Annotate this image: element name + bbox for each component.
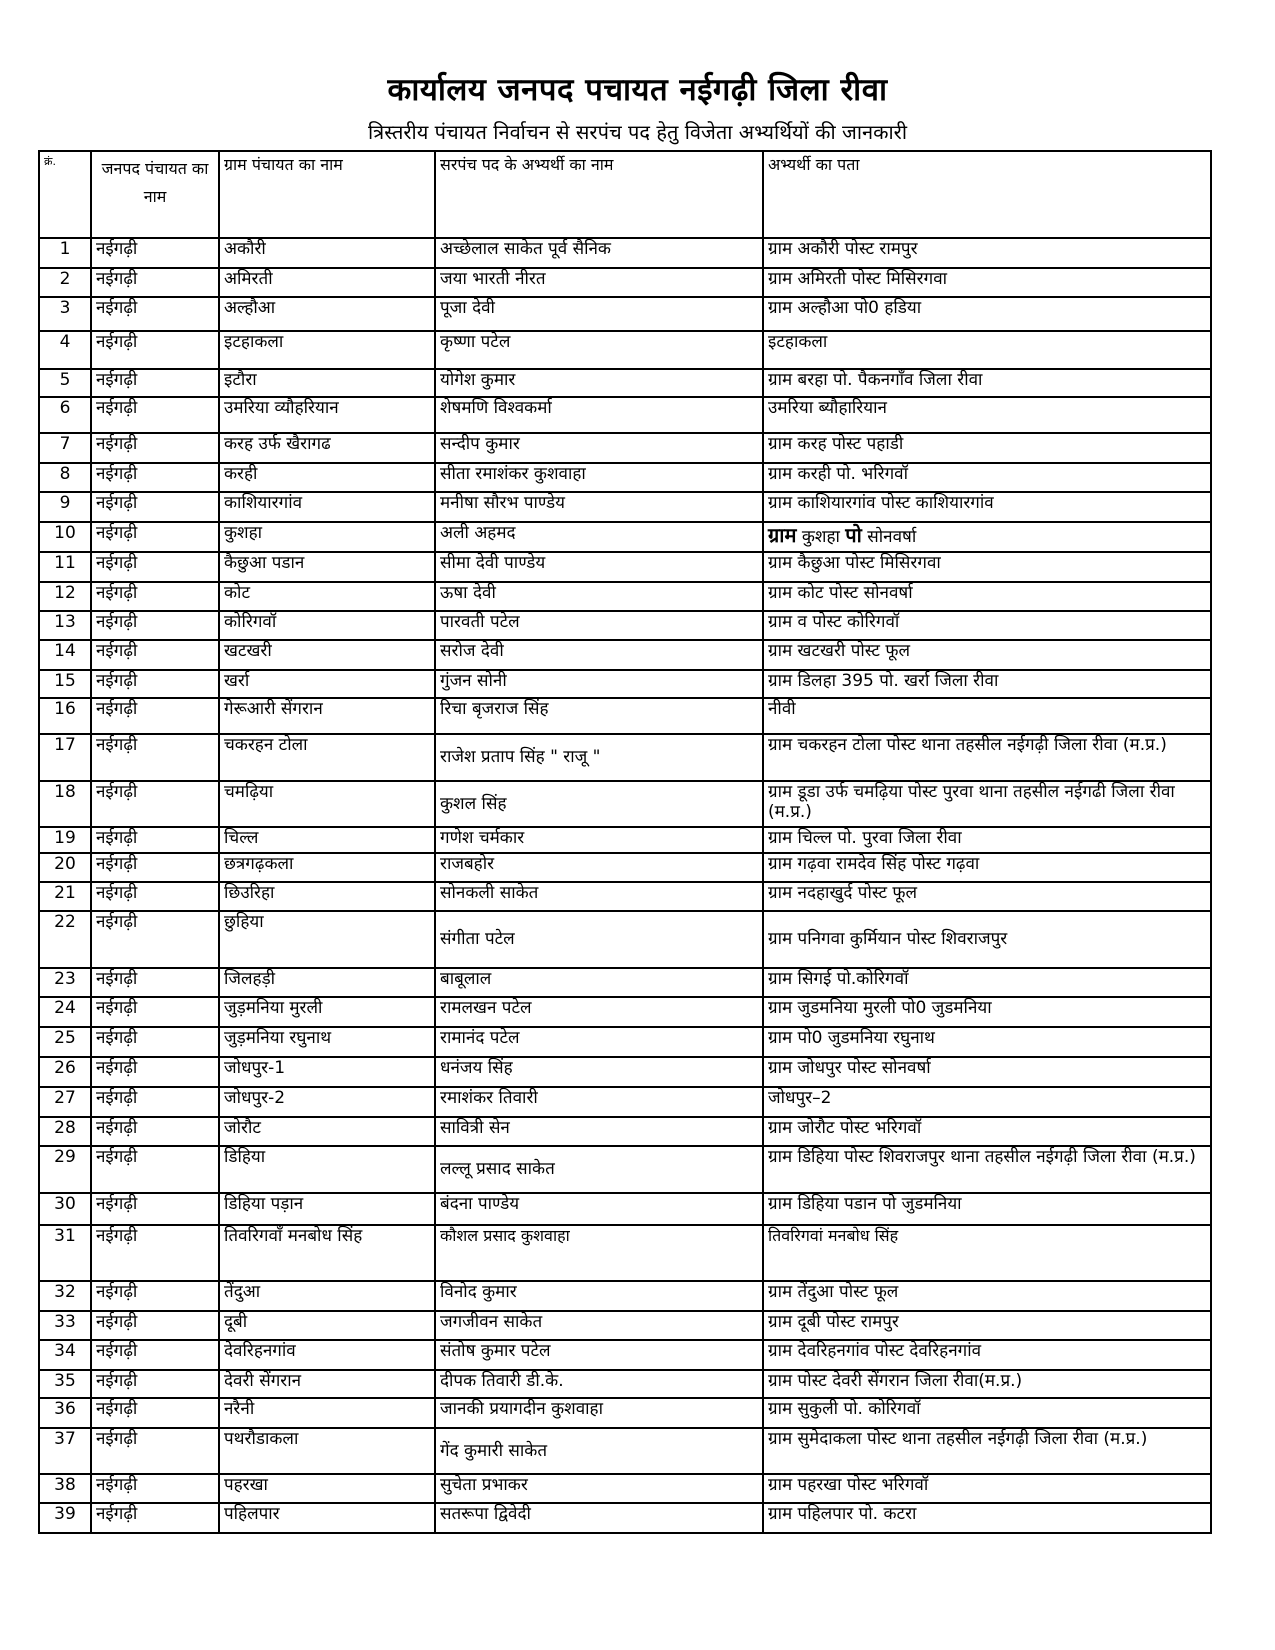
cell-janpad: नईगढ़ी [91, 1057, 219, 1087]
cell-gram: चिल्ल [219, 827, 435, 853]
cell-name: बंदना पाण्डेय [435, 1193, 763, 1225]
cell-name: शेषमणि विश्वकर्मा [435, 397, 763, 433]
cell-serial: 16 [39, 698, 91, 734]
cell-name: गेंद कुमारी साकेत [435, 1428, 763, 1474]
cell-gram: जोधपुर-1 [219, 1057, 435, 1087]
table-row [39, 1146, 1211, 1193]
cell-gram: पहिलपार [219, 1503, 435, 1533]
table-row [39, 968, 1211, 997]
cell-name: ऊषा देवी [435, 582, 763, 611]
cell-serial: 34 [39, 1340, 91, 1370]
table-row [39, 522, 1211, 552]
table-row [39, 369, 1211, 397]
cell-gram: नरैनी [219, 1398, 435, 1428]
cell-name: संतोष कुमार पटेल [435, 1340, 763, 1370]
column-header-address: अभ्यर्थी का पता [763, 151, 1211, 238]
cell-janpad: नईगढ़ी [91, 698, 219, 734]
cell-address: ग्राम पोस्ट देवरी सेंगरान जिला रीवा(म.प्र.) [763, 1370, 1211, 1398]
cell-address: ग्राम नदहाखुर्द पोस्ट फूल [763, 882, 1211, 911]
table-row [39, 1117, 1211, 1146]
table-row [39, 698, 1211, 734]
cell-gram: जुड़मनिया मुरली [219, 997, 435, 1027]
cell-janpad: नईगढ़ी [91, 1117, 219, 1146]
cell-serial: 17 [39, 734, 91, 781]
table-row [39, 1087, 1211, 1117]
table-row [39, 853, 1211, 882]
cell-janpad: नईगढ़ी [91, 882, 219, 911]
column-header-candidate-name: सरपंच पद के अभ्यर्थी का नाम [435, 151, 763, 238]
cell-name: राजबहोर [435, 853, 763, 882]
cell-serial: 24 [39, 997, 91, 1027]
cell-gram: करह उर्फ खैरागढ [219, 433, 435, 463]
cell-gram: छत्रगढ़कला [219, 853, 435, 882]
cell-address: ग्राम कैछुआ पोस्ट मिसिरगवा [763, 552, 1211, 582]
cell-address [763, 522, 1211, 552]
column-header-janpad: जनपद पंचायत का नाम [91, 151, 219, 238]
cell-janpad: नईगढ़ी [91, 670, 219, 698]
cell-janpad: नईगढ़ी [91, 781, 219, 827]
cell-serial: 9 [39, 492, 91, 522]
cell-serial: 32 [39, 1281, 91, 1311]
cell-serial: 19 [39, 827, 91, 853]
cell-gram: कुशहा [219, 522, 435, 552]
cell-janpad: नईगढ़ी [91, 1193, 219, 1225]
cell-address: ग्राम जुडमनिया मुरली पो0 जुडमनिया [763, 997, 1211, 1027]
cell-gram: जिलहड़ी [219, 968, 435, 997]
cell-serial: 6 [39, 397, 91, 433]
cell-gram: चकरहन टोला [219, 734, 435, 781]
cell-address: ग्राम जोधपुर पोस्ट सोनवर्षा [763, 1057, 1211, 1087]
cell-address: ग्राम तेंदुआ पोस्ट फूल [763, 1281, 1211, 1311]
table-row [39, 1398, 1211, 1428]
table-row [39, 1340, 1211, 1370]
table-row [39, 492, 1211, 522]
cell-name: रिचा बृजराज सिंह [435, 698, 763, 734]
cell-janpad: नईगढ़ी [91, 853, 219, 882]
table-row [39, 611, 1211, 640]
cell-address: ग्राम अकौरी पोस्ट रामपुर [763, 238, 1211, 268]
cell-janpad: नईगढ़ी [91, 552, 219, 582]
cell-gram: तेंदुआ [219, 1281, 435, 1311]
table-row [39, 297, 1211, 331]
cell-name: राजेश प्रताप सिंह " राजू " [435, 734, 763, 781]
cell-serial: 14 [39, 640, 91, 670]
cell-serial: 3 [39, 297, 91, 331]
cell-name: सावित्री सेन [435, 1117, 763, 1146]
cell-janpad: नईगढ़ी [91, 1027, 219, 1057]
table-row [39, 882, 1211, 911]
cell-janpad: नईगढ़ी [91, 369, 219, 397]
cell-gram: अकौरी [219, 238, 435, 268]
cell-serial: 2 [39, 268, 91, 297]
cell-serial: 18 [39, 781, 91, 827]
cell-serial: 22 [39, 911, 91, 968]
table-row [39, 433, 1211, 463]
cell-name: रमाशंकर तिवारी [435, 1087, 763, 1117]
cell-address: तिवरिगवां मनबोध सिंह [763, 1225, 1211, 1281]
cell-address: ग्राम करही पो. भरिगवॉ [763, 463, 1211, 492]
cell-address: ग्राम सुकुली पो. कोरिगवॉ [763, 1398, 1211, 1428]
cell-name: पूजा देवी [435, 297, 763, 331]
table-row [39, 827, 1211, 853]
cell-janpad: नईगढ़ी [91, 331, 219, 369]
table-row [39, 552, 1211, 582]
cell-name: सरोज देवी [435, 640, 763, 670]
cell-janpad: नईगढ़ी [91, 1428, 219, 1474]
cell-address: ग्राम बरहा पो. पैकनगाँव जिला रीवा [763, 369, 1211, 397]
table-row [39, 331, 1211, 369]
cell-address: ग्राम पनिगवा कुर्मियान पोस्ट शिवराजपुर [763, 911, 1211, 968]
cell-name: गणेश चर्मकार [435, 827, 763, 853]
cell-address: ग्राम करह पोस्ट पहाडी [763, 433, 1211, 463]
cell-gram: कैछुआ पडान [219, 552, 435, 582]
cell-address: ग्राम चकरहन टोला पोस्ट थाना तहसील नईगढ़ी जिला रीवा (म.प्र.) [763, 734, 1211, 781]
table-row [39, 1057, 1211, 1087]
cell-gram: देवरी सेंगरान [219, 1370, 435, 1398]
cell-serial: 25 [39, 1027, 91, 1057]
cell-janpad: नईगढ़ी [91, 297, 219, 331]
cell-janpad: नईगढ़ी [91, 611, 219, 640]
cell-gram: पथरौडाकला [219, 1428, 435, 1474]
table-row [39, 781, 1211, 827]
table-header-row [39, 151, 1211, 238]
cell-serial: 13 [39, 611, 91, 640]
cell-gram: छिउरिहा [219, 882, 435, 911]
cell-name: जया भारती नीरत [435, 268, 763, 297]
cell-address: ग्राम डिहिया पोस्ट शिवराजपुर थाना तहसील नईगढ़ी जिला रीवा (म.प्र.) [763, 1146, 1211, 1193]
cell-serial: 7 [39, 433, 91, 463]
cell-serial: 5 [39, 369, 91, 397]
cell-name: धनंजय सिंह [435, 1057, 763, 1087]
table-row [39, 734, 1211, 781]
cell-serial: 23 [39, 968, 91, 997]
cell-address: ग्राम दूबी पोस्ट रामपुर [763, 1311, 1211, 1340]
cell-janpad: नईगढ़ी [91, 1311, 219, 1340]
cell-janpad: नईगढ़ी [91, 582, 219, 611]
table-row [39, 1225, 1211, 1281]
cell-gram: डिहिया [219, 1146, 435, 1193]
cell-janpad: नईगढ़ी [91, 268, 219, 297]
cell-serial: 39 [39, 1503, 91, 1533]
cell-address: ग्राम अल्हौआ पो0 हडिया [763, 297, 1211, 331]
cell-name: सतरूपा द्विवेदी [435, 1503, 763, 1533]
cell-name: कुशल सिंह [435, 781, 763, 827]
cell-address: ग्राम गढ़वा रामदेव सिंह पोस्ट गढ़वा [763, 853, 1211, 882]
cell-gram: करही [219, 463, 435, 492]
cell-janpad: नईगढ़ी [91, 997, 219, 1027]
cell-name: सुचेता प्रभाकर [435, 1474, 763, 1503]
table-row [39, 670, 1211, 698]
table-row [39, 268, 1211, 297]
cell-gram: काशियारगांव [219, 492, 435, 522]
cell-address: ग्राम देवरिहनगांव पोस्ट देवरिहनगांव [763, 1340, 1211, 1370]
cell-address: ग्राम पहरखा पोस्ट भरिगवॉ [763, 1474, 1211, 1503]
cell-serial: 12 [39, 582, 91, 611]
cell-janpad: नईगढ़ी [91, 238, 219, 268]
cell-name: पारवती पटेल [435, 611, 763, 640]
cell-address: ग्राम पो0 जुडमनिया रघुनाथ [763, 1027, 1211, 1057]
cell-serial: 4 [39, 331, 91, 369]
cell-address: ग्राम कोट पोस्ट सोनवर्षा [763, 582, 1211, 611]
cell-address: इटहाकला [763, 331, 1211, 369]
cell-gram: जोधपुर-2 [219, 1087, 435, 1117]
cell-name: रामलखन पटेल [435, 997, 763, 1027]
candidates-table [38, 150, 1212, 1534]
cell-serial: 1 [39, 238, 91, 268]
cell-address: उमरिया ब्यौहारियान [763, 397, 1211, 433]
cell-gram: अल्हौआ [219, 297, 435, 331]
cell-janpad: नईगढ़ी [91, 1340, 219, 1370]
cell-name: कृष्णा पटेल [435, 331, 763, 369]
cell-janpad: नईगढ़ी [91, 1281, 219, 1311]
cell-name: सोनकली साकेत [435, 882, 763, 911]
cell-name: मनीषा सौरभ पाण्डेय [435, 492, 763, 522]
cell-serial: 35 [39, 1370, 91, 1398]
cell-serial: 29 [39, 1146, 91, 1193]
table-row [39, 1027, 1211, 1057]
cell-serial: 10 [39, 522, 91, 552]
address-part: सोनवर्षा [867, 527, 917, 547]
cell-janpad: नईगढ़ी [91, 827, 219, 853]
page-subtitle: त्रिस्तरीय पंचायत निर्वाचन से सरपंच पद हेतु विजेता अभ्यर्थियों की जानकारी [367, 120, 908, 144]
cell-janpad: नईगढ़ी [91, 1398, 219, 1428]
cell-address: ग्राम डिहिया पडान पो जुडमनिया [763, 1193, 1211, 1225]
cell-name: बाबूलाल [435, 968, 763, 997]
address-part: ग्राम [768, 523, 797, 547]
table-row [39, 1474, 1211, 1503]
cell-name: सीता रमाशंकर कुशवाहा [435, 463, 763, 492]
cell-name: अच्छेलाल साकेत पूर्व सैनिक [435, 238, 763, 268]
table-row [39, 911, 1211, 968]
cell-gram: कोरिगवॉ [219, 611, 435, 640]
cell-name: जगजीवन साकेत [435, 1311, 763, 1340]
cell-janpad: नईगढ़ी [91, 397, 219, 433]
cell-name: दीपक तिवारी डी.के. [435, 1370, 763, 1398]
cell-address: ग्राम सुमेदाकला पोस्ट थाना तहसील नईगढ़ी जिला रीवा (म.प्र.) [763, 1428, 1211, 1474]
cell-address: जोधपुर–2 [763, 1087, 1211, 1117]
cell-janpad: नईगढ़ी [91, 911, 219, 968]
cell-janpad: नईगढ़ी [91, 1503, 219, 1533]
cell-address: ग्राम सिगई पो.कोरिगवॉ [763, 968, 1211, 997]
cell-janpad: नईगढ़ी [91, 1370, 219, 1398]
table-row [39, 1428, 1211, 1474]
cell-serial: 33 [39, 1311, 91, 1340]
cell-serial: 8 [39, 463, 91, 492]
table-row [39, 582, 1211, 611]
cell-name: अली अहमद [435, 522, 763, 552]
address-part: कुशहा [801, 527, 840, 547]
cell-serial: 20 [39, 853, 91, 882]
column-header-serial: क्रं. [39, 151, 91, 238]
cell-address: ग्राम पहिलपार पो. कटरा [763, 1503, 1211, 1533]
table-row [39, 397, 1211, 433]
cell-serial: 30 [39, 1193, 91, 1225]
cell-janpad: नईगढ़ी [91, 968, 219, 997]
cell-gram: खटखरी [219, 640, 435, 670]
cell-address: ग्राम जोरौट पोस्ट भरिगवॉ [763, 1117, 1211, 1146]
cell-serial: 31 [39, 1225, 91, 1281]
cell-gram: जोरौट [219, 1117, 435, 1146]
cell-gram: अमिरती [219, 268, 435, 297]
cell-name: सीमा देवी पाण्डेय [435, 552, 763, 582]
cell-gram: खर्रा [219, 670, 435, 698]
cell-address: ग्राम खटखरी पोस्ट फूल [763, 640, 1211, 670]
cell-serial: 27 [39, 1087, 91, 1117]
cell-janpad: नईगढ़ी [91, 1474, 219, 1503]
cell-serial: 37 [39, 1428, 91, 1474]
table-row [39, 238, 1211, 268]
table-row [39, 1281, 1211, 1311]
cell-gram: जुड़मनिया रघुनाथ [219, 1027, 435, 1057]
cell-gram: देवरिहनगांव [219, 1340, 435, 1370]
table-row [39, 463, 1211, 492]
cell-name: संगीता पटेल [435, 911, 763, 968]
cell-janpad: नईगढ़ी [91, 1225, 219, 1281]
cell-serial: 28 [39, 1117, 91, 1146]
cell-gram: इटहाकला [219, 331, 435, 369]
cell-address: ग्राम व पोस्ट कोरिगवॉ [763, 611, 1211, 640]
cell-gram: डिहिया पड़ान [219, 1193, 435, 1225]
cell-gram: गेरूआरी सेंगरान [219, 698, 435, 734]
cell-address: ग्राम अमिरती पोस्ट मिसिरगवा [763, 268, 1211, 297]
cell-gram: तिवरिगवाँ मनबोध सिंह [219, 1225, 435, 1281]
cell-gram: दूबी [219, 1311, 435, 1340]
cell-gram: छुहिया [219, 911, 435, 968]
cell-serial: 11 [39, 552, 91, 582]
cell-address: ग्राम काशियारगांव पोस्ट काशियारगांव [763, 492, 1211, 522]
cell-janpad: नईगढ़ी [91, 492, 219, 522]
table-row [39, 1193, 1211, 1225]
cell-janpad: नईगढ़ी [91, 1087, 219, 1117]
cell-janpad: नईगढ़ी [91, 433, 219, 463]
cell-address: नीवी [763, 698, 1211, 734]
cell-name: गुंजन सोनी [435, 670, 763, 698]
cell-name: रामानंद पटेल [435, 1027, 763, 1057]
cell-address: ग्राम डिलहा 395 पो. खर्रा जिला रीवा [763, 670, 1211, 698]
cell-janpad: नईगढ़ी [91, 522, 219, 552]
cell-gram: उमरिया व्यौहरियान [219, 397, 435, 433]
cell-name: कौशल प्रसाद कुशवाहा [435, 1225, 763, 1281]
cell-name: योगेश कुमार [435, 369, 763, 397]
table-row [39, 640, 1211, 670]
cell-janpad: नईगढ़ी [91, 463, 219, 492]
column-header-gram-panchayat: ग्राम पंचायत का नाम [219, 151, 435, 238]
address-part: पो [845, 523, 862, 547]
cell-serial: 21 [39, 882, 91, 911]
cell-address: ग्राम डूडा उर्फ चमढ़िया पोस्ट पुरवा थाना तहसील नईगढी जिला रीवा (म.प्र.) [763, 781, 1211, 827]
table-row [39, 997, 1211, 1027]
cell-name: लल्लू प्रसाद साकेत [435, 1146, 763, 1193]
cell-address: ग्राम चिल्ल पो. पुरवा जिला रीवा [763, 827, 1211, 853]
cell-name: विनोद कुमार [435, 1281, 763, 1311]
cell-serial: 38 [39, 1474, 91, 1503]
cell-serial: 36 [39, 1398, 91, 1428]
table-row [39, 1311, 1211, 1340]
cell-janpad: नईगढ़ी [91, 640, 219, 670]
table-row [39, 1503, 1211, 1533]
cell-gram: इटौरा [219, 369, 435, 397]
cell-janpad: नईगढ़ी [91, 734, 219, 781]
cell-name: सन्दीप कुमार [435, 433, 763, 463]
table-row [39, 1370, 1211, 1398]
cell-serial: 26 [39, 1057, 91, 1087]
cell-serial: 15 [39, 670, 91, 698]
cell-gram: चमढ़िया [219, 781, 435, 827]
page-title: कार्यालय जनपद पचायत नईगढ़ी जिला रीवा [387, 72, 888, 108]
cell-name: जानकी प्रयागदीन कुशवाहा [435, 1398, 763, 1428]
cell-gram: कोट [219, 582, 435, 611]
cell-gram: पहरखा [219, 1474, 435, 1503]
cell-janpad: नईगढ़ी [91, 1146, 219, 1193]
